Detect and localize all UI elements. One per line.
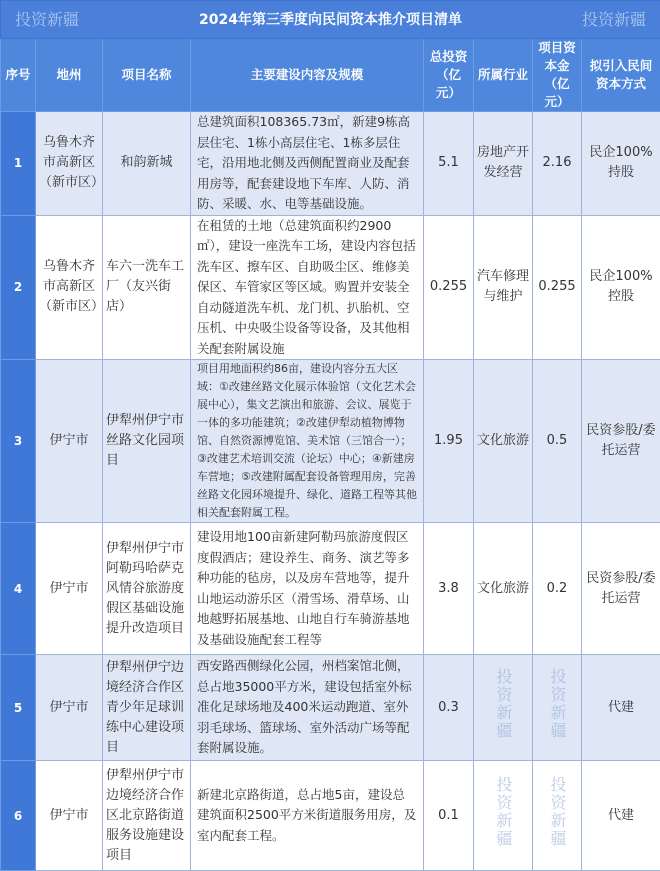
row-no: 6 [1,761,36,871]
row-investment: 0.3 [424,655,474,761]
row-name: 伊犁州伊宁市丝路文化园项目 [103,360,191,523]
row-method: 代建 [582,761,660,871]
table-row [1,112,660,216]
row-industry [474,655,533,761]
header-name: 项目名称 [103,39,191,112]
watermark: 投资新疆 [548,668,566,740]
header-capital: 项目资本金（亿元） [533,39,582,112]
row-name: 和韵新城 [103,112,191,216]
row-content: 在租赁的土地（总建筑面积约2900㎡），建设一座洗车工场，建设内容包括洗车区、擦车区、自助吸尘区、维修美保区、车管家区等区域。购置并安装全自动隧道洗车机、龙门机、扒胎机、空压机、中央吸尘设备等设备，及其他相关配套附属设施 [191,215,424,360]
table-title: 2024年第三季度向民间资本推介项目清单 [199,10,462,30]
header-investment: 总投资（亿元） [424,39,474,112]
header-row [1,39,660,112]
header-region: 地州 [36,39,103,112]
row-no: 1 [1,112,36,216]
watermark: 投资新疆 [494,776,512,848]
row-investment: 1.95 [424,360,474,523]
row-method: 代建 [582,655,660,761]
row-name: 伊犁州伊宁市阿勒玛哈萨克风情谷旅游度假区基础设施提升改造项目 [103,523,191,655]
row-industry: 文化旅游 [474,523,533,655]
row-capital [533,761,582,871]
table-row [1,360,660,523]
watermark: 投资新疆 [548,776,566,848]
row-content: 总建筑面积108365.73㎡，新建9栋高层住宅、1栋小高层住宅、1栋多层住宅，沿用地北侧及西侧配置商业及配套用房等，配套建设地下车库、人防、消防、采暖、水、电等基础设施。 [191,112,424,216]
row-method: 民资参股/委托运营 [582,360,660,523]
row-name: 伊犁州伊宁边境经济合作区青少年足球训练中心建设项目 [103,655,191,761]
row-capital: 0.5 [533,360,582,523]
row-no: 2 [1,215,36,360]
watermark: 投资新疆 [494,668,512,740]
row-capital: 0.2 [533,523,582,655]
watermark: 投资新疆 [15,10,79,30]
row-no: 4 [1,523,36,655]
row-industry: 汽车修理与维护 [474,215,533,360]
row-investment: 0.255 [424,215,474,360]
row-content: 西安路西侧绿化公园，州档案馆北侧，总占地35000平方米，建设包括室外标准化足球场地及400米运动跑道、室外羽毛球场、篮球场、室外活动广场等配套附属设施。 [191,655,424,761]
row-capital: 0.255 [533,215,582,360]
table-row [1,523,660,655]
row-content: 新建北京路街道，总占地5亩，建设总建筑面积2500平方米街道服务用房，及室内配套工程。 [191,761,424,871]
row-region: 伊宁市 [36,523,103,655]
row-region: 乌鲁木齐市高新区（新市区） [36,112,103,216]
row-industry: 文化旅游 [474,360,533,523]
row-content: 项目用地面积约86亩，建设内容分五大区域：①改建丝路文化展示体验馆（文化艺术会展中心），集文艺演出和旅游、会议、展览于一体的多功能建筑；②改建伊犁动植物博物馆、自然资源博览馆、美术馆（三馆合一）；③改建艺术培训交流（论坛）中心；④新建房车营地；⑤改建附属配套设备管理用房，完善丝路文化园环境提升、绿化、道路工程等其他相关配套附属工程。 [191,360,424,523]
table-row [1,215,660,360]
row-no: 3 [1,360,36,523]
header-content: 主要建设内容及规模 [191,39,424,112]
row-region: 伊宁市 [36,360,103,523]
row-content: 建设用地100亩新建阿勒玛旅游度假区度假酒店；建设养生、商务、演艺等多种功能的毡房，以及房车营地等，提升山地运动游乐区（滑雪场、滑草场、山地越野拓展基地、山地自行车骑游基地及基础设施配套工程等 [191,523,424,655]
row-investment: 3.8 [424,523,474,655]
row-region: 伊宁市 [36,655,103,761]
row-investment: 5.1 [424,112,474,216]
row-method: 民资参股/委托运营 [582,523,660,655]
table-title-bar [1,1,660,39]
row-industry [474,761,533,871]
row-region: 伊宁市 [36,761,103,871]
row-investment: 0.1 [424,761,474,871]
table-row [1,655,660,761]
row-region: 乌鲁木齐市高新区（新市区） [36,215,103,360]
header-no: 序号 [1,39,36,112]
row-capital: 2.16 [533,112,582,216]
table-row [1,761,660,871]
row-no: 5 [1,655,36,761]
watermark: 投资新疆 [582,10,646,30]
row-name: 伊犁州伊宁市边境经济合作区北京路街道服务设施建设项目 [103,761,191,871]
row-capital [533,655,582,761]
row-industry: 房地产开发经营 [474,112,533,216]
row-method: 民企100%控股 [582,215,660,360]
header-industry: 所属行业 [474,39,533,112]
header-method: 拟引入民间资本方式 [582,39,660,112]
row-method: 民企100%持股 [582,112,660,216]
row-name: 车六一洗车工厂（友兴街店） [103,215,191,360]
